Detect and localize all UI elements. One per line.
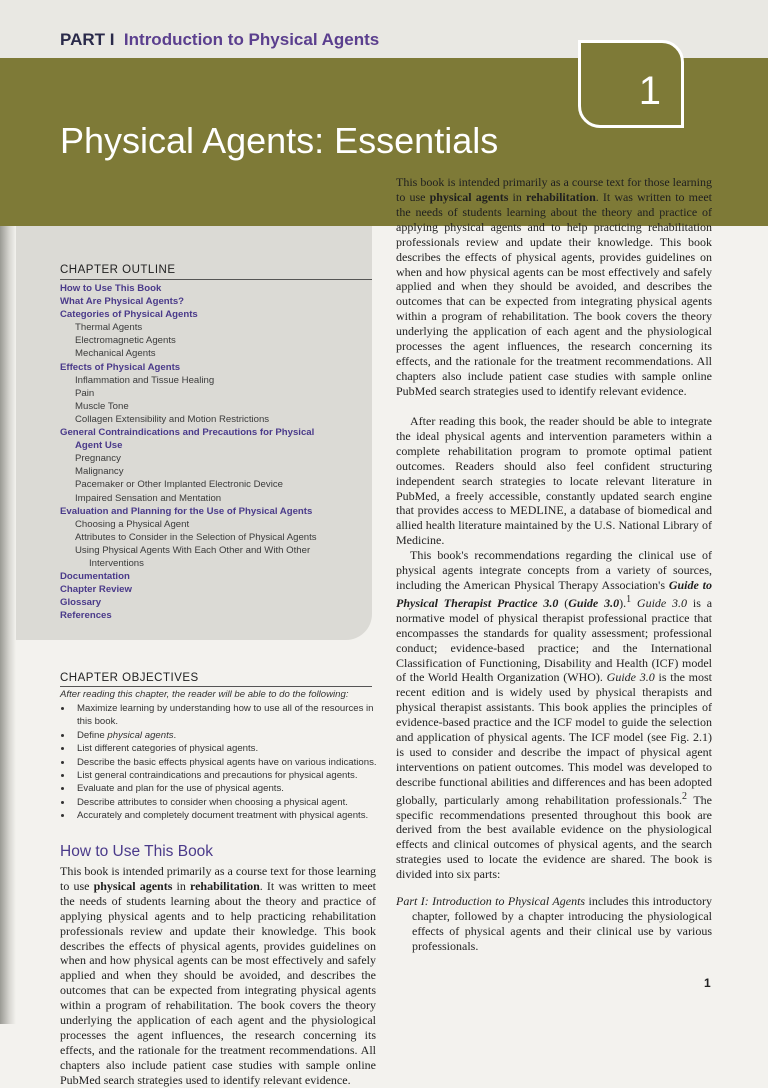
chapter-number: 1 <box>638 69 661 113</box>
body-paragraph-1-left <box>60 864 376 1087</box>
outline-item: Muscle Tone <box>75 400 129 412</box>
part1-title: Part I: Introduction to Physical Agents <box>396 894 586 909</box>
p1-text-a-cont: This book is intended primarily as a course text for those learning to use <box>396 175 712 205</box>
outline-item: Inflammation and Tissue Healing <box>75 374 215 386</box>
citation-1: 1 <box>626 593 632 605</box>
outline-item: Chapter Review <box>60 584 132 596</box>
outline-rule <box>60 279 372 280</box>
outline-item: Attributes to Consider in the Selection of Physical Agents <box>75 531 317 543</box>
outline-item: How to Use This Book <box>60 283 162 294</box>
objectives-intro: After reading this chapter, the reader will be able to do the following: <box>60 689 349 700</box>
term-physical-agents-cont: physical agents <box>429 190 509 205</box>
outline-item: Electromagnetic Agents <box>75 335 176 347</box>
body-paragraph-1-right <box>396 175 712 414</box>
outline-item: Pacemaker or Other Implanted Electronic Device <box>75 479 283 491</box>
objective-item: • Accurately and completely document treatment with physical agents. <box>73 809 380 822</box>
outline-item: Documentation <box>60 571 130 583</box>
p1-text-c: in <box>172 878 190 893</box>
p3-text-j: is the most recent edition and is widely used by physical therapists and physical therapist assistants. This book applies the principles of evidence-based practice and the ICF model to guide the selection and application of physical agents. The ICF model (see Fig. 2.1) is used to consider and describe the impact of physical agent interventions on patient outcomes. This model was developed to describe functional abilities and differences and has been adopted globally, particularly among rehabilitation professionals. <box>396 670 712 807</box>
outline-item: Interventions <box>89 557 144 569</box>
p1-text-e: . It was written to meet the needs of students learning about the theory and practice of applying physical agents and to help practicing rehabilitation professionals review and update their knowledge. This book describes the effects of physical agents, provides guidelines on when and how physical agents can be most effectively and safely applied and when they should be avoided, and describes the outcomes that can be expected from integrating physical agents within a program of rehabilitation. The book covers the theory underlying the application of each agent and the physiological processes the agent influences, the research concerning its effects, and the rationale for the treatment recommendations. All chapters also include patient case studies with sample online PubMed search strategies used to identify relevant evidence. <box>60 878 376 1087</box>
term-physical-agents: physical agents <box>93 878 173 893</box>
page-number: 1 <box>704 976 711 990</box>
body-paragraph-3 <box>396 548 712 882</box>
objective-item: • Evaluate and plan for the use of physical agents. <box>73 782 380 795</box>
objectives-heading: CHAPTER OBJECTIVES <box>60 672 199 684</box>
objective-item: • Define physical agents. <box>73 729 380 742</box>
objective-item: • List different categories of physical agents. <box>73 742 380 755</box>
outline-heading: CHAPTER OUTLINE <box>60 264 176 276</box>
part-number: PART I <box>60 30 115 49</box>
guide-abbrev-2: Guide 3.0 <box>636 595 688 610</box>
outline-list <box>60 282 372 622</box>
outline-item: References <box>60 610 112 622</box>
part-label <box>60 30 379 50</box>
chapter-title: Physical Agents: Essentials <box>60 120 499 161</box>
outline-item: Malignancy <box>75 466 124 478</box>
outline-item: Pregnancy <box>75 453 121 465</box>
part-title: Introduction to Physical Agents <box>123 30 380 49</box>
outline-item: Evaluation and Planning for the Use of Physical Agents <box>60 505 313 517</box>
p1-text-e-cont: . It was written to meet the needs of students learning about the theory and practice of applying physical agents and to help practicing rehabilitation professionals review and update their knowledge. This book describes the effects of physical agents, provides guidelines on when and how physical agents can be most effectively and safely applied and when they should be avoided, and describes the outcomes that can be expected from integrating physical agents within a program of rehabilitation. The book covers the theory underlying the application of each agent and the physiological processes the agent influences, the research concerning its effects, and the rationale for the treatment recommendations. All chapters also include patient case studies with sample online PubMed search strategies used to identify relevant evidence. <box>396 190 712 398</box>
outline-item: Pain <box>75 387 95 399</box>
body-paragraph-2: After reading this book, the reader should be able to integrate the ideal physical agents and intervention parameters within a complete rehabilitation program to promote optimal patient outcomes. Readers should also feel confident structuring independent search strategies to locate relevant literature in PubMed, a freely accessible, constantly updated search engine that provides access to MEDLINE, a database of biomedical and allied health literature maintained by the U.S. National Library of Medicine. <box>396 414 712 548</box>
outline-item: Impaired Sensation and Mentation <box>75 492 222 504</box>
part-description <box>396 894 712 954</box>
objective-item: • List general contraindications and precautions for physical agents. <box>73 769 380 782</box>
p3-text-e: ). <box>619 595 627 610</box>
p3-text-k: The specific recommendations presented throughout this book are derived from the best available evidence on the physiological effects and clinical outcomes of physical agents, and the search strategies used to locate the evidence are shared. The book is divided into six parts: <box>396 792 712 882</box>
p3-text-h: is a normative model of physical therapist professional practice that encompasses the standards for quality assessment; professional conduct; evidence-based practice; and the International Classification of Functioning, Disability and Health (ICF) model of the World Health Organization (WHO). <box>396 595 713 685</box>
outline-item: Collagen Extensibility and Motion Restrictions <box>75 413 270 425</box>
outline-item: Categories of Physical Agents <box>60 309 198 321</box>
section-heading: How to Use This Book <box>60 843 214 860</box>
p3-text-c: ( <box>558 595 569 610</box>
outline-item: Effects of Physical Agents <box>60 361 181 373</box>
part1-text: includes this introductory chapter, followed by a chapter introducing the physiological effects of physical agents and their clinical use by various professionals. <box>412 894 712 953</box>
outline-item: Mechanical Agents <box>75 348 156 360</box>
outline-item: Agent Use <box>75 440 123 452</box>
guide-abbrev: Guide 3.0 <box>568 595 620 610</box>
p3-text-a: This book's recommendations regarding the clinical use of physical agents integrate concepts from a variety of sources, including the American Physical Therapy Association's <box>396 548 712 592</box>
citation-2: 2 <box>682 790 687 802</box>
outline-item: Using Physical Agents With Each Other and With Other <box>75 544 311 556</box>
objective-item: • Describe attributes to consider when choosing a physical agent. <box>73 796 380 809</box>
outline-item: General Contraindications and Precautions for Physical <box>60 427 315 439</box>
objectives-rule <box>60 686 372 687</box>
p1-text-c-cont: in <box>508 190 526 205</box>
objective-item: • Describe the basic effects physical agents have on various indications. <box>73 756 380 769</box>
body-right-column <box>396 175 713 954</box>
outline-item: Thermal Agents <box>75 322 143 334</box>
guide-abbrev-3: Guide 3.0 <box>606 670 655 685</box>
objectives-block <box>60 688 380 823</box>
outline-item: Choosing a Physical Agent <box>75 518 190 530</box>
p1-text-a: This book is intended primarily as a course text for those learning to use <box>60 864 376 893</box>
chapter-number-box <box>578 40 684 128</box>
objectives-list <box>60 702 380 823</box>
term-rehabilitation: rehabilitation <box>189 878 260 893</box>
outline-item: What Are Physical Agents? <box>60 296 185 308</box>
outline-item: Glossary <box>60 597 102 609</box>
body-left-column <box>60 864 376 1087</box>
term-rehabilitation-cont: rehabilitation <box>525 190 596 205</box>
guide-title: Guide to Physical Therapist Practice 3.0 <box>396 577 713 610</box>
objective-item: • Maximize learning by understanding how to use all of the resources in this book. <box>73 702 380 729</box>
